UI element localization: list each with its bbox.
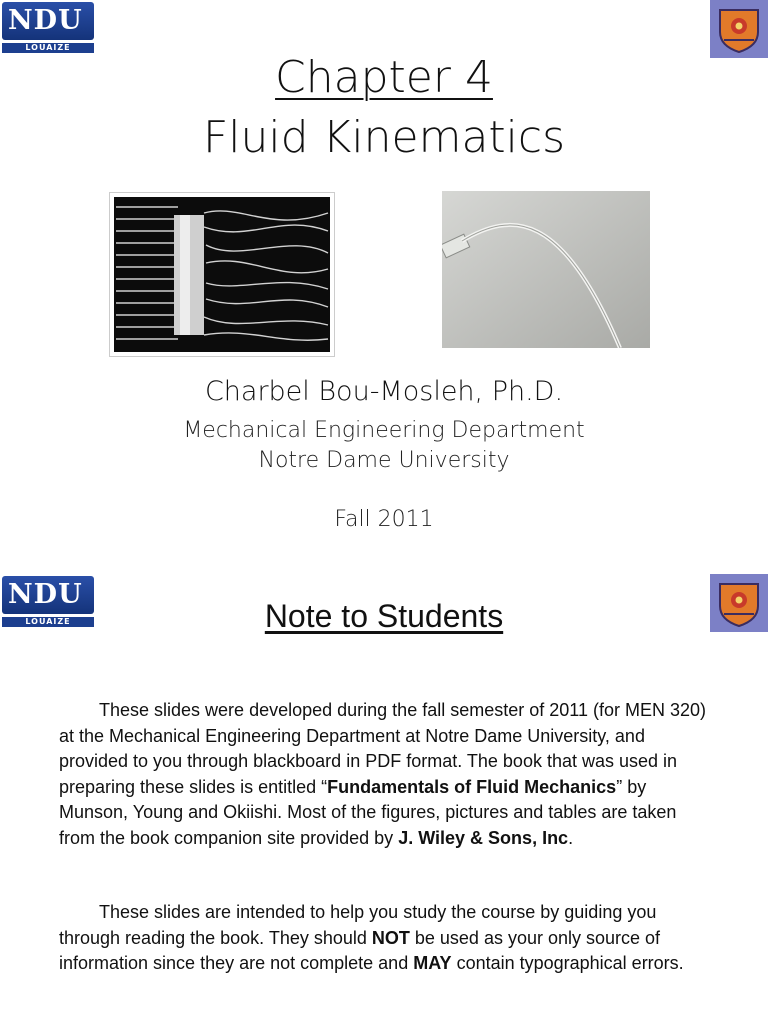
- note-slide: [0, 566, 768, 1024]
- department-name: Mechanical Engineering Department: [183, 418, 585, 443]
- university-name: Notre Dame University: [258, 448, 510, 473]
- term-label: Fall 2011: [334, 507, 434, 532]
- ndu-logo: NDU LOUAIZE: [0, 0, 96, 55]
- ndu-logo: NDU LOUAIZE: [0, 574, 96, 629]
- university-crest-icon: [710, 0, 768, 58]
- author-name: Charbel Bou-Mosleh, Ph.D.: [204, 376, 564, 407]
- water-jet-photo: [442, 191, 650, 348]
- flow-visualization-photo: [109, 192, 335, 357]
- note-paragraph-1: These slides were developed during the fall semester of 2011 (for MEN 320) at the Mechanical Engineering Department at Notre Dame University, and provided to you through blackboard in PDF format. The book that was used in preparing these slides is entitled “Fundamentals of Fluid Mechanics” by Munson, Young and Okiishi. Most of the figures, pictures and tables are taken from the book companion site provided by J. Wiley & Sons, Inc.: [59, 700, 706, 848]
- note-title: Note to Students: [264, 598, 504, 634]
- note-paragraph-2: These slides are intended to help you study the course by guiding you through reading the book. They should NOT be used as your only source of information since they are not complete and MAY contain typographical errors.: [59, 902, 684, 974]
- chapter-subtitle: Fluid Kinematics: [202, 112, 565, 163]
- chapter-title: Chapter 4: [275, 52, 493, 103]
